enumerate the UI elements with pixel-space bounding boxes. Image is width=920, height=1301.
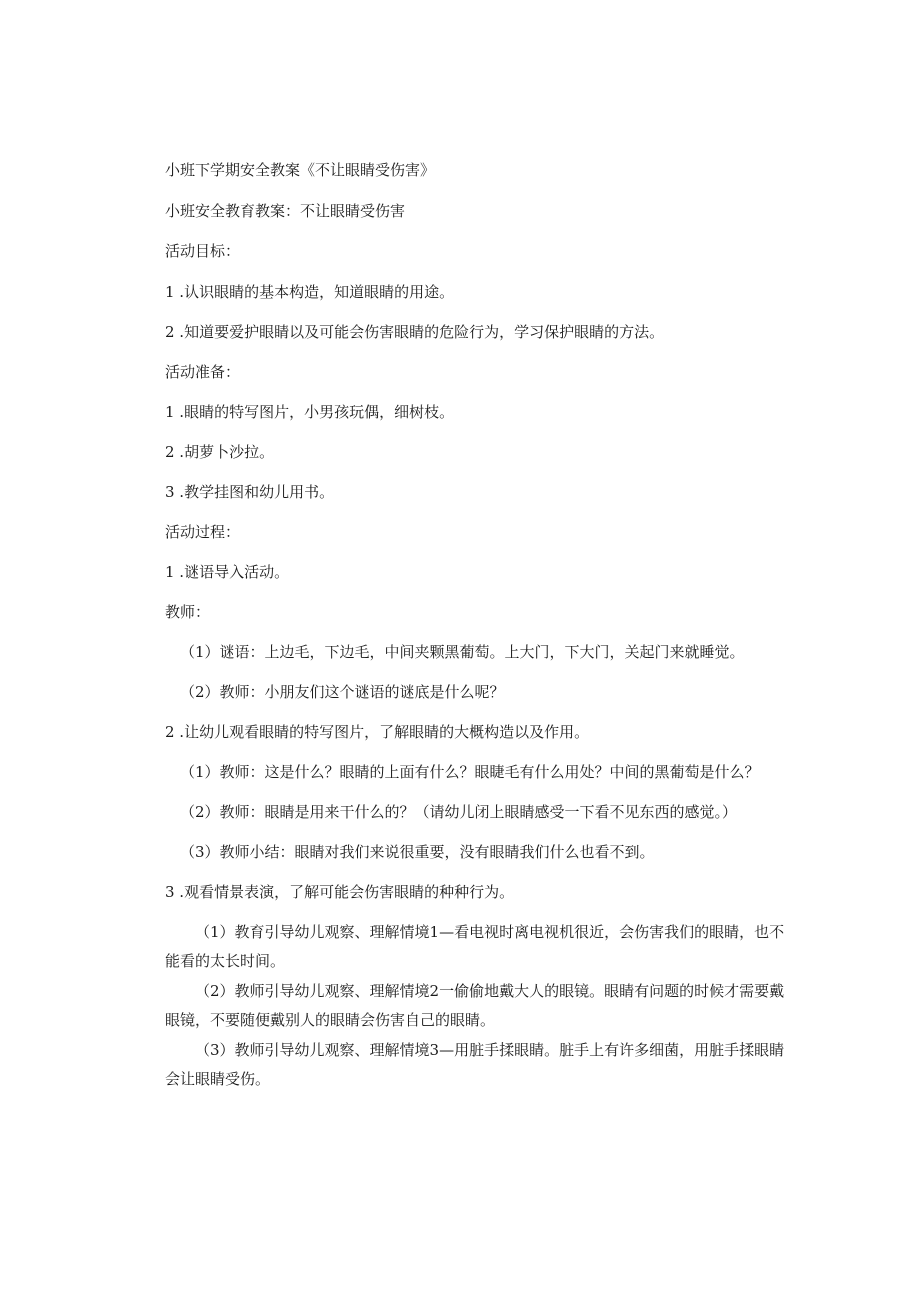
process-step-1-b: （2）教师：小朋友们这个谜语的谜底是什么呢？ [180, 683, 505, 701]
goals-heading: 活动目标： [165, 242, 241, 260]
process-step-2: 2 .让幼儿观看眼睛的特写图片，了解眼睛的大概构造以及作用。 [165, 723, 590, 741]
prep-item-3: 3 .教学挂图和幼儿用书。 [165, 483, 335, 501]
process-step-3-c: （3）教师引导幼儿观察、理解情境3—用脏手揉眼睛。脏手上有许多细菌，用脏手揉眼睛会让眼睛受伤。 [165, 1041, 785, 1088]
goal-item-2: 2 .知道要爱护眼睛以及可能会伤害眼睛的危险行为，学习保护眼睛的方法。 [165, 323, 665, 341]
process-heading: 活动过程： [165, 523, 241, 541]
process-step-3-b: （2）教师引导幼儿观察、理解情境2一偷偷地戴大人的眼镜。眼睛有问题的时候才需要戴眼镜，不要随便戴别人的眼睛会伤害自己的眼睛。 [165, 982, 785, 1029]
process-step-2-c: （3）教师小结：眼睛对我们来说很重要，没有眼睛我们什么也看不到。 [180, 843, 655, 861]
goal-item-1: 1 .认识眼睛的基本构造，知道眼睛的用途。 [165, 283, 455, 301]
prep-item-2: 2 .胡萝卜沙拉。 [165, 443, 275, 461]
process-step-1: 1 .谜语导入活动。 [165, 563, 290, 581]
process-step-2-b: （2）教师：眼睛是用来干什么的？（请幼儿闭上眼睛感受一下看不见东西的感觉。） [180, 803, 738, 821]
teacher-label: 教师： [165, 603, 211, 621]
document-title: 小班下学期安全教案《不让眼睛受伤害》 [165, 161, 436, 179]
prep-heading: 活动准备： [165, 363, 241, 381]
prep-item-1: 1 .眼睛的特写图片，小男孩玩偶，细树枝。 [165, 403, 455, 421]
document-subtitle: 小班安全教育教案：不让眼睛受伤害 [165, 202, 406, 220]
process-step-1-a: （1）谜语：上边毛，下边毛，中间夹颗黑葡萄。上大门，下大门，关起门来就睡觉。 [180, 643, 745, 661]
process-step-3: 3 .观看情景表演，了解可能会伤害眼睛的种种行为。 [165, 883, 515, 901]
process-step-2-a: （1）教师：这是什么？眼睛的上面有什么？眼睫毛有什么用处？中间的黑葡萄是什么？ [180, 763, 760, 781]
process-step-3-a: （1）教育引导幼儿观察、理解情境1—看电视时离电视机很近，会伤害我们的眼睛，也不能看的太长时间。 [165, 923, 785, 970]
